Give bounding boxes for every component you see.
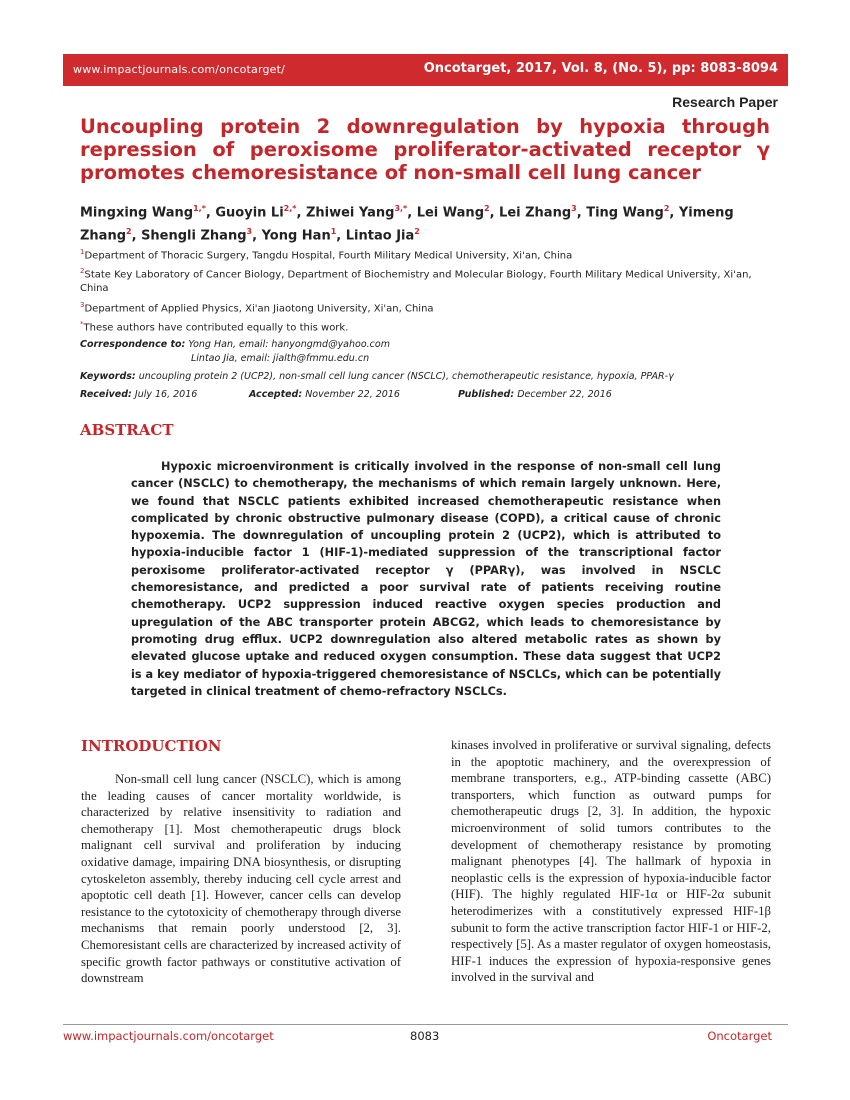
author-affiliation-marker: 2 — [126, 227, 132, 237]
author-affiliation-marker: 3,* — [394, 204, 408, 213]
published-date — [458, 389, 612, 400]
correspondence-line-1[interactable]: Yong Han, email: hanyongmd@yahoo.com — [188, 339, 390, 350]
introduction-heading: INTRODUCTION — [81, 737, 222, 755]
title-line-3: promotes chemoresistance of non-small cell lung cancer — [80, 161, 701, 184]
accepted-label: Accepted: — [249, 389, 303, 400]
paper-type-label: Research Paper — [672, 94, 778, 110]
paper-title — [80, 115, 770, 184]
author-name: Zhiwei Yang — [305, 205, 395, 221]
published-label: Published: — [458, 389, 515, 400]
author-name: Lei Wang — [416, 205, 484, 221]
title-line-2: repression of peroxisome proliferator-activated receptor γ — [80, 138, 770, 161]
author-list: Mingxing Wang$^{1,*}$, Guoyin $Li^{2,*}$, Zhiwei Yang$^{3,*}$, Lei Wang$^2$, Lei Zhang$^3$, Ting Wang$^2$, Yimeng Zhang$^2$, Shengli Zhang$^3$, Yong Han$^1$, Lintao Jia$^2$ — [80, 204, 734, 244]
author-affiliation-marker: 2,* — [283, 204, 297, 213]
intro-paragraph-left: Non-small cell lung cancer (NSCLC), which is among the leading causes of cancer mortality worldwide, is characterized by relative insensitivity to radiation and chemotherapy [1]. Most chemotherapeutic drugs block malignant cell survival and proliferation by inducing oxidative damage, impairing DNA biosynthesis, or disrupting cytoskeleton assembly, thereby inducing cell cycle arrest and apoptotic cell death [1]. However, cancer cells can develop resistance to the cytotoxicity of chemotherapy through diverse mechanisms that remain poorly understood [2, 3]. Chemoresistant cells are characterized by increased activity of specific growth factor pathways or constitutive activation of downstream — [81, 772, 401, 986]
received-value: July 16, 2016 — [134, 389, 198, 400]
affiliation-3 — [80, 298, 770, 316]
published-value: December 22, 2016 — [517, 389, 612, 400]
author-affiliation-marker: 2 — [484, 204, 490, 213]
author-name: Mingxing Wang — [80, 205, 194, 221]
journal-url[interactable]: www.impactjournals.com/oncotarget/ — [73, 63, 286, 76]
footer-divider — [63, 1024, 788, 1025]
page-number: 8083 — [410, 1029, 440, 1043]
footer-url[interactable]: www.impactjournals.com/oncotarget — [63, 1029, 274, 1043]
correspondence-label: Correspondence to: — [80, 339, 186, 350]
author-name: Lintao Jia — [345, 228, 415, 244]
affiliation-marker: 2 — [80, 267, 85, 275]
accepted-value: November 22, 2016 — [305, 389, 400, 400]
affiliation-text: These authors have contributed equally to this work. — [83, 322, 349, 334]
title-line-1: Uncoupling protein 2 downregulation by hypoxia through — [80, 115, 770, 138]
affiliation-marker: * — [80, 320, 84, 328]
author-affiliation-marker: 3 — [246, 227, 253, 237]
keywords-text: uncoupling protein 2 (UCP2), non-small cell lung cancer (NSCLC), chemotherapeutic resistance, hypoxia, PPAR-γ — [138, 371, 674, 382]
author-name: Yong Han — [261, 228, 331, 244]
journal-citation: Oncotarget, 2017, Vol. 8, (No. 5), pp: 8083-8094 — [423, 61, 778, 76]
author-name: Shengli Zhang — [141, 228, 247, 244]
equal-contribution-note — [80, 317, 770, 335]
keywords — [80, 371, 770, 382]
keywords-label: Keywords: — [80, 371, 136, 382]
introduction-column-left — [81, 771, 401, 987]
intro-paragraph-right: kinases involved in proliferative or survival signaling, defects in the apoptotic machinery, and the overexpression of membrane transporters, e.g., ATP-binding cassette (ABC) transporters, which function as outward pumps for chemotherapeutic drugs [2, 3]. In addition, the hypoxic microenvironment of solid tumors contributes to the development of chemotherapy resistance by promoting malignant phenotypes [4]. The hallmark of hypoxia in neoplastic cells is the expression of hypoxia-inducible factor (HIF). The highly regulated HIF-1α or HIF-2α subunit heterodimerizes with a constitutively expressed HIF-1β subunit to form the active transcription factor HIF-1 or HIF-2, respectively [5]. As a master regulator of oxygen homeostasis, HIF-1 induces the expression of hypoxia-responsive genes involved in the survival and — [451, 738, 771, 985]
author-name: Lei Zhang — [499, 205, 572, 221]
affiliation-marker: 1 — [80, 248, 85, 256]
author-name: Yimeng Zhang — [80, 205, 734, 244]
abstract-text: Hypoxic microenvironment is critically involved in the response of non-small cell lung cancer (NSCLC) to chemotherapy, the mechanisms of which remain largely unknown. Here, we found that NSCLC patients exhibited increased chemotherapeutic resistance when complicated by chronic obstructive pulmonary disease (COPD), a critical cause of chronic hypoxemia. The downregulation of uncoupling protein 2 (UCP2), which is attributed to hypoxia-inducible factor 1 (HIF-1)-mediated suppression of the transcriptional factor peroxisome proliferator-activated receptor γ (PPARγ), was involved in NSCLC chemoresistance, and predicted a poor survival rate of patients receiving routine chemotherapy. UCP2 suppression induced reactive oxygen species production and upregulation of the ABC transporter protein ABCG2, which leads to chemoresistance by promoting drug efflux. UCP2 downregulation also altered metabolic rates as shown by elevated glucose uptake and reduced oxygen consumption. These data suggest that UCP2 is a key mediator of hypoxia-triggered chemoresistance of NSCLCs, which can be potentially targeted in clinical treatment of chemo-refractory NSCLCs. — [131, 460, 721, 698]
affiliation-2 — [80, 264, 770, 296]
journal-header-bar — [63, 54, 788, 86]
affiliation-1 — [80, 245, 770, 263]
affiliation-text: Department of Thoracic Surgery, Tangdu Hospital, Fourth Military Medical University, Xi'an, China — [84, 250, 573, 262]
author-name: Ting Wang — [586, 205, 664, 221]
accepted-date — [249, 389, 400, 400]
received-date — [80, 389, 197, 400]
footer-journal-name: Oncotarget — [707, 1029, 772, 1043]
affiliation-text: State Key Laboratory of Cancer Biology, Department of Biochemistry and Molecular Biology, Fourth Military Medical University, Xi'an, China — [80, 269, 752, 295]
author-affiliation-marker: 2 — [414, 227, 420, 237]
author-affiliation-marker: 1 — [330, 227, 337, 237]
introduction-column-right — [451, 737, 771, 986]
affiliation-marker: 3 — [80, 301, 85, 309]
author-affiliation-marker: 3 — [571, 204, 577, 213]
received-label: Received: — [80, 389, 132, 400]
author-name: Guoyin Li — [215, 205, 284, 221]
correspondence — [80, 338, 390, 366]
correspondence-line-2[interactable]: Lintao Jia, email: jialth@fmmu.edu.cn — [191, 353, 370, 364]
affiliation-text: Department of Applied Physics, Xi'an Jiaotong University, Xi'an, China — [84, 303, 434, 315]
author-affiliation-marker: 1,* — [193, 204, 206, 213]
author-affiliation-marker: 2 — [663, 204, 670, 213]
abstract-heading: ABSTRACT — [80, 421, 174, 439]
